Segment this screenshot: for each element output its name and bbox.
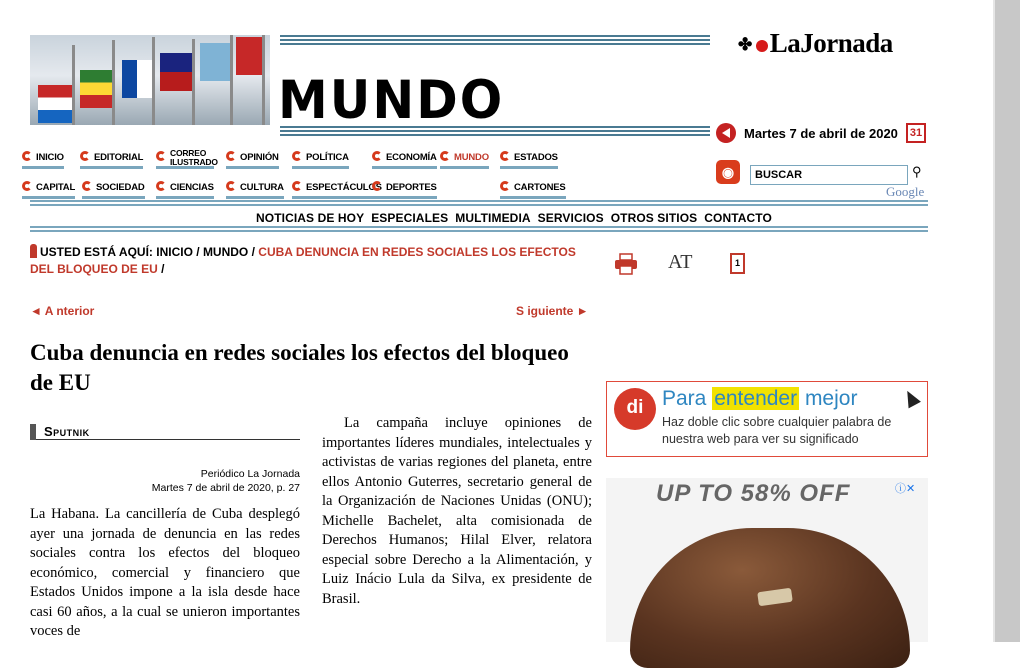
search-input[interactable] <box>750 165 908 185</box>
current-date: Martes 7 de abril de 2020 <box>744 126 898 141</box>
secnav-multimedia[interactable]: MULTIMEDIA <box>455 211 531 225</box>
print-icon[interactable] <box>614 253 638 275</box>
title-highlight: entender <box>714 387 798 410</box>
nav-ciencias[interactable] <box>156 177 214 199</box>
nav-inicio[interactable] <box>22 147 64 169</box>
secnav-especiales[interactable]: ESPECIALES <box>371 211 449 225</box>
breadcrumb-section[interactable]: MUNDO <box>202 245 249 259</box>
article-headline: Cuba denuncia en redes sociales los efectos del bloqueo de EU <box>30 340 569 395</box>
date-arrow-icon <box>716 123 736 143</box>
article-column-1: La Habana. La cancillería de Cuba desplegó ayer una jornada de denuncia en las redes sociales contra los efectos del bloqueo económico, comercial y financiero que Estados Unidos impone a la isla desde hace casi 60 años, a la cual se unieron importantes voces de <box>30 506 300 639</box>
para-entender-subtitle: Haz doble clic sobre cualquier palabra de nuestra web para ver su significado <box>662 415 892 446</box>
nav-mundo[interactable] <box>440 147 489 169</box>
ad-headline: UP TO 58% OFF <box>656 480 851 507</box>
section-title: MUNDO <box>278 69 505 131</box>
nav-cartones[interactable] <box>500 177 566 199</box>
title-part: Para <box>662 387 713 410</box>
nav-espectaculos[interactable] <box>292 177 382 199</box>
article-column-2: La campaña incluye opiniones de importantes líderes mundiales, intelectuales y activistas de varias regiones del planeta, entre ellos Antonio Guterres, secretario general de la Organización de Naciones Unidas (ONU); Michelle Bachelet, alta comisionada de Derechos Humanos; Hilal Elver, relatora especial sobre Derecho a la Alimentación, y Luiz Inácio Lula da Silva, ex presidente de Brasil. <box>322 415 592 607</box>
breadcrumb-home[interactable]: INICIO <box>156 245 193 259</box>
page-number: 1 <box>734 258 740 268</box>
person-icon <box>30 244 37 258</box>
nav-label: CIENCIAS <box>170 182 214 193</box>
title-part: mejor <box>799 387 858 410</box>
nav-deportes[interactable] <box>372 177 437 199</box>
source-date: Martes 7 de abril de 2020, p. 27 <box>151 482 300 494</box>
nav-label: INICIO <box>36 152 64 163</box>
article-author: Sputnik <box>30 424 300 440</box>
logo-mascot-icon: ✤ <box>738 35 752 54</box>
article-source <box>30 467 300 495</box>
next-link[interactable]: S iguiente ► <box>516 304 589 318</box>
nav-label: MUNDO <box>454 152 489 163</box>
breadcrumb-prefix: USTED ESTÁ AQUÍ: <box>40 245 153 259</box>
breadcrumb: USTED ESTÁ AQUÍ: INICIO / MUNDO / CUBA DENUNCIA EN REDES SOCIALES LOS EFECTOS DEL BLOQUEO DE EU / <box>30 245 576 276</box>
nav-label: CAPITAL <box>36 182 76 193</box>
nav-label: ESTADOS <box>514 152 558 163</box>
nav-label: DEPORTES <box>386 182 437 193</box>
nav-label: CARTONES <box>514 182 566 193</box>
page-icon[interactable] <box>730 253 745 274</box>
nav-correo-ilustrado[interactable] <box>156 147 218 169</box>
nav-label: CORREO ILUSTRADO <box>170 148 218 167</box>
google-brand: Google <box>886 184 925 199</box>
para-entender-title <box>662 387 857 411</box>
nav-cultura[interactable] <box>226 177 284 199</box>
header-stripe-top <box>280 35 710 45</box>
calendar-icon[interactable] <box>906 123 926 143</box>
source-publication: Periódico La Jornada <box>200 468 300 480</box>
secnav-otros-sitios[interactable]: OTROS SITIOS <box>610 211 698 225</box>
ad-close-icon[interactable]: ⓘ✕ <box>895 483 916 495</box>
flags-banner-image <box>30 35 270 125</box>
nav-label: OPINIÓN <box>240 152 279 163</box>
window-edge-divider <box>993 0 995 642</box>
nav-editorial[interactable] <box>80 147 143 169</box>
secnav-servicios[interactable]: SERVICIOS <box>537 211 604 225</box>
nav-capital[interactable] <box>22 177 75 199</box>
la-jornada-logo[interactable] <box>738 28 893 59</box>
search-icon[interactable]: ⚲ <box>912 164 922 179</box>
di-badge-icon: di <box>614 388 656 430</box>
breadcrumb-current[interactable]: CUBA DENUNCIA EN REDES SOCIALES LOS EFECTOS DEL BLOQUEO DE EU <box>30 245 576 276</box>
nav-label: ESPECTÁCULOS <box>306 182 382 193</box>
nav-opinion[interactable] <box>226 147 279 169</box>
nav-label: ECONOMÍA <box>386 152 437 163</box>
secondary-nav <box>256 211 779 225</box>
nav-label: SOCIEDAD <box>96 182 145 193</box>
logo-text: LaJornada <box>769 28 893 58</box>
calendar-day: 31 <box>909 127 923 139</box>
nav-economia[interactable] <box>372 147 437 169</box>
nav-politica[interactable] <box>292 147 349 169</box>
font-size-icon[interactable]: AT <box>668 251 693 273</box>
nav-estados[interactable] <box>500 147 558 169</box>
nav-label: CULTURA <box>240 182 284 193</box>
nav-sociedad[interactable] <box>82 177 145 199</box>
nav-label: EDITORIAL <box>94 152 144 163</box>
secnav-noticias-de-hoy[interactable]: NOTICIAS DE HOY <box>256 211 365 225</box>
secnav-contacto[interactable]: CONTACTO <box>704 211 772 225</box>
secondary-nav-bottom-bar <box>30 226 928 234</box>
author-marker <box>30 424 36 440</box>
nav-label: POLÍTICA <box>306 152 349 163</box>
logo-dot-icon <box>756 40 768 52</box>
window-scroll-edge <box>995 0 1020 642</box>
secondary-nav-top-bar <box>30 200 928 208</box>
rss-icon[interactable]: ◉ <box>716 160 740 184</box>
previous-link[interactable]: ◄ A nterior <box>30 304 95 318</box>
